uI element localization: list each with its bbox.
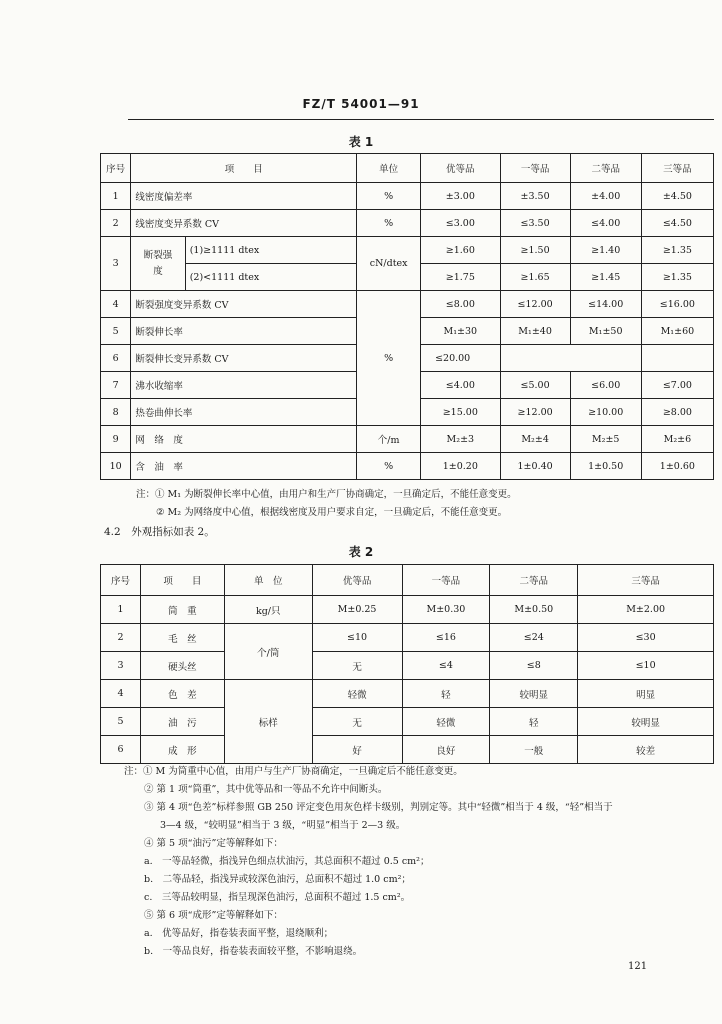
row-item: 网 络 度 xyxy=(131,426,357,453)
table1-header-no: 序号 xyxy=(101,154,131,183)
cell-value: M₂±6 xyxy=(641,426,713,453)
row-no: 3 xyxy=(101,652,141,680)
table2-note-1: 注：① M 为筒重中心值，由用户与生产厂协商确定，一旦确定后不能任意变更。 xyxy=(124,766,463,777)
cell-value: ≤4.50 xyxy=(641,210,713,237)
cell-value: ±4.50 xyxy=(641,183,713,210)
cell-value: ≥1.60 xyxy=(421,237,501,264)
row-no: 3 xyxy=(101,237,131,291)
table1-caption: 表 1 xyxy=(348,135,374,149)
cell-value: ≥10.00 xyxy=(570,399,641,426)
row-item: 成 形 xyxy=(140,736,224,764)
page-number: 121 xyxy=(628,961,648,972)
cell-value: ≥1.40 xyxy=(570,237,641,264)
cell-value: 轻微 xyxy=(312,680,402,708)
row-item: 色 差 xyxy=(140,680,224,708)
row-unit: 个/m xyxy=(357,426,421,453)
row-item: 热卷曲伸长率 xyxy=(131,399,357,426)
table2-caption: 表 2 xyxy=(348,545,374,559)
row-unit: cN/dtex xyxy=(357,237,421,291)
cell-value: M₁±60 xyxy=(641,318,713,345)
cell-value: M±2.00 xyxy=(578,596,714,624)
table-row xyxy=(101,680,714,708)
row-item: 硬头丝 xyxy=(140,652,224,680)
table-row xyxy=(101,736,714,764)
table2-header-unit: 单 位 xyxy=(224,565,312,596)
table2-note-3-cont: 3—4 级，“较明显”相当于 3 级，“明显”相当于 2—3 级。 xyxy=(160,820,406,831)
table1-header-grade-third: 三等品 xyxy=(641,154,713,183)
row-no: 6 xyxy=(101,345,131,372)
row-subitem: (2)<1111 dtex xyxy=(185,264,357,291)
cell-value: ≥1.35 xyxy=(641,237,713,264)
table-row xyxy=(101,426,714,453)
row-subitem: (1)≥1111 dtex xyxy=(185,237,357,264)
table2-header-item: 项 目 xyxy=(140,565,224,596)
table2-note-4a: a. 一等品轻微，指浅异色细点状油污，其总面积不超过 0.5 cm²； xyxy=(144,856,430,867)
table1-header-grade-first: 一等品 xyxy=(500,154,570,183)
cell-value: 1±0.20 xyxy=(421,453,501,480)
row-item: 油 污 xyxy=(140,708,224,736)
row-unit: 标样 xyxy=(224,680,312,764)
cell-value: M₂±4 xyxy=(500,426,570,453)
row-item: 线密度偏差率 xyxy=(131,183,357,210)
cell-value: ≤16 xyxy=(402,624,490,652)
cell-value: 1±0.40 xyxy=(500,453,570,480)
table2-header-no: 序号 xyxy=(101,565,141,596)
table1-header-unit: 单位 xyxy=(357,154,421,183)
cell-value: ≥8.00 xyxy=(641,399,713,426)
cell-value: ≤8.00 xyxy=(421,291,501,318)
row-no: 2 xyxy=(101,624,141,652)
cell-value: M₁±30 xyxy=(421,318,501,345)
table-row xyxy=(101,708,714,736)
table1 xyxy=(100,153,714,480)
cell-value: ≥1.50 xyxy=(500,237,570,264)
cell-value: 一般 xyxy=(490,736,578,764)
row-item: 断裂强度 xyxy=(131,237,185,291)
cell-value: ≤16.00 xyxy=(641,291,713,318)
table2-note-2: ② 第 1 项“筒重”，其中优等品和一等品不允许中间断头。 xyxy=(144,784,388,795)
row-no: 4 xyxy=(101,291,131,318)
table-row xyxy=(101,624,714,652)
cell-empty xyxy=(641,345,713,372)
row-item: 断裂伸长率 xyxy=(131,318,357,345)
cell-value: ≤24 xyxy=(490,624,578,652)
cell-value: ≤8 xyxy=(490,652,578,680)
cell-value: 明显 xyxy=(578,680,714,708)
cell-value: ≤4 xyxy=(402,652,490,680)
table1-header-grade-excellent: 优等品 xyxy=(421,154,501,183)
cell-value: ≤14.00 xyxy=(570,291,641,318)
row-no: 7 xyxy=(101,372,131,399)
table1-header-row xyxy=(101,154,714,183)
table-row xyxy=(101,183,714,210)
cell-value: 轻 xyxy=(490,708,578,736)
cell-value: M₁±50 xyxy=(570,318,641,345)
table2-header-row xyxy=(101,565,714,596)
cell-value: 较差 xyxy=(578,736,714,764)
cell-value: ≥12.00 xyxy=(500,399,570,426)
row-no: 5 xyxy=(101,318,131,345)
cell-value: ≤12.00 xyxy=(500,291,570,318)
cell-value: M₂±3 xyxy=(421,426,501,453)
row-no: 8 xyxy=(101,399,131,426)
cell-value: ≤3.00 xyxy=(421,210,501,237)
table2-header-grade-first: 一等品 xyxy=(402,565,490,596)
cell-value: ≤10 xyxy=(312,624,402,652)
row-item: 毛 丝 xyxy=(140,624,224,652)
cell-value: 较明显 xyxy=(490,680,578,708)
row-unit: kg/只 xyxy=(224,596,312,624)
row-no: 2 xyxy=(101,210,131,237)
row-no: 1 xyxy=(101,596,141,624)
cell-value: ≤6.00 xyxy=(570,372,641,399)
table2-note-4c: c. 三等品较明显，指呈现深色油污，总面积不超过 1.5 cm²。 xyxy=(144,892,411,903)
row-item: 含 油 率 xyxy=(131,453,357,480)
cell-value: M±0.50 xyxy=(490,596,578,624)
cell-value: M±0.30 xyxy=(402,596,490,624)
table2-note-5a: a. 优等品好，指卷装表面平整，退绕顺利； xyxy=(144,928,334,939)
cell-value: ≤5.00 xyxy=(500,372,570,399)
cell-value: 较明显 xyxy=(578,708,714,736)
cell-value: ≥1.75 xyxy=(421,264,501,291)
row-item: 线密度变异系数 CV xyxy=(131,210,357,237)
row-unit: % xyxy=(357,291,421,426)
table-row xyxy=(101,652,714,680)
cell-value: 1±0.50 xyxy=(570,453,641,480)
table-row xyxy=(101,237,714,264)
table2-note-5b: b. 一等品良好，指卷装表面较平整，不影响退绕。 xyxy=(144,946,363,957)
cell-value: 良好 xyxy=(402,736,490,764)
cell-value: ≤4.00 xyxy=(421,372,501,399)
cell-value: M₁±40 xyxy=(500,318,570,345)
table2-header-grade-third: 三等品 xyxy=(578,565,714,596)
row-unit: 个/筒 xyxy=(224,624,312,680)
cell-value: 好 xyxy=(312,736,402,764)
cell-value: ≤10 xyxy=(578,652,714,680)
table2-note-5: ⑤ 第 6 项“成形”定等解释如下： xyxy=(144,910,283,921)
table-row xyxy=(101,453,714,480)
table2-header-grade-second: 二等品 xyxy=(490,565,578,596)
table2-header-grade-excellent: 优等品 xyxy=(312,565,402,596)
cell-empty xyxy=(500,345,641,372)
row-no: 1 xyxy=(101,183,131,210)
row-no: 10 xyxy=(101,453,131,480)
cell-value: M±0.25 xyxy=(312,596,402,624)
row-no: 9 xyxy=(101,426,131,453)
row-unit: % xyxy=(357,210,421,237)
row-no: 4 xyxy=(101,680,141,708)
cell-value: 无 xyxy=(312,708,402,736)
cell-value: ≤7.00 xyxy=(641,372,713,399)
cell-value: ≥15.00 xyxy=(421,399,501,426)
cell-value: ≤20.00 xyxy=(421,345,501,372)
row-item: 沸水收缩率 xyxy=(131,372,357,399)
table2 xyxy=(100,564,714,764)
row-item: 断裂强度变异系数 CV xyxy=(131,291,357,318)
row-item: 筒 重 xyxy=(140,596,224,624)
table1-header-grade-second: 二等品 xyxy=(570,154,641,183)
table2-note-4: ④ 第 5 项“油污”定等解释如下： xyxy=(144,838,283,849)
cell-value: ±3.50 xyxy=(500,183,570,210)
cell-value: M₂±5 xyxy=(570,426,641,453)
row-no: 6 xyxy=(101,736,141,764)
cell-value: 轻微 xyxy=(402,708,490,736)
cell-value: ≤4.00 xyxy=(570,210,641,237)
cell-value: ±4.00 xyxy=(570,183,641,210)
cell-value: 轻 xyxy=(402,680,490,708)
table-row xyxy=(101,291,714,318)
cell-value: ≤30 xyxy=(578,624,714,652)
cell-value: 1±0.60 xyxy=(641,453,713,480)
row-no: 5 xyxy=(101,708,141,736)
cell-value: ≤3.50 xyxy=(500,210,570,237)
table2-note-3: ③ 第 4 项“色差”标样参照 GB 250 评定变色用灰色样卡级别，判别定等。其中“轻微”相当于 4 级，“轻”相当于 xyxy=(144,802,613,813)
standard-code: FZ/T 54001—91 xyxy=(302,97,420,111)
table-row xyxy=(101,210,714,237)
row-unit: % xyxy=(357,453,421,480)
row-unit: % xyxy=(357,183,421,210)
table1-note-2: ② M₂ 为网络度中心值，根据线密度及用户要求自定，一旦确定后，不能任意变更。 xyxy=(156,507,508,518)
cell-value: ±3.00 xyxy=(421,183,501,210)
cell-value: 无 xyxy=(312,652,402,680)
table2-note-4b: b. 二等品轻，指浅异或较深色油污，总面积不超过 1.0 cm²； xyxy=(144,874,411,885)
table1-header-item: 项 目 xyxy=(131,154,357,183)
row-item: 断裂伸长变异系数 CV xyxy=(131,345,357,372)
cell-value: ≥1.35 xyxy=(641,264,713,291)
table1-note-1: 注：① M₁ 为断裂伸长率中心值，由用户和生产厂协商确定，一旦确定后，不能任意变更。 xyxy=(136,489,517,500)
section-4-2: 4.2 外观指标如表 2。 xyxy=(104,526,215,538)
table-row xyxy=(101,596,714,624)
cell-value: ≥1.65 xyxy=(500,264,570,291)
cell-value: ≥1.45 xyxy=(570,264,641,291)
header-rule xyxy=(128,119,714,120)
